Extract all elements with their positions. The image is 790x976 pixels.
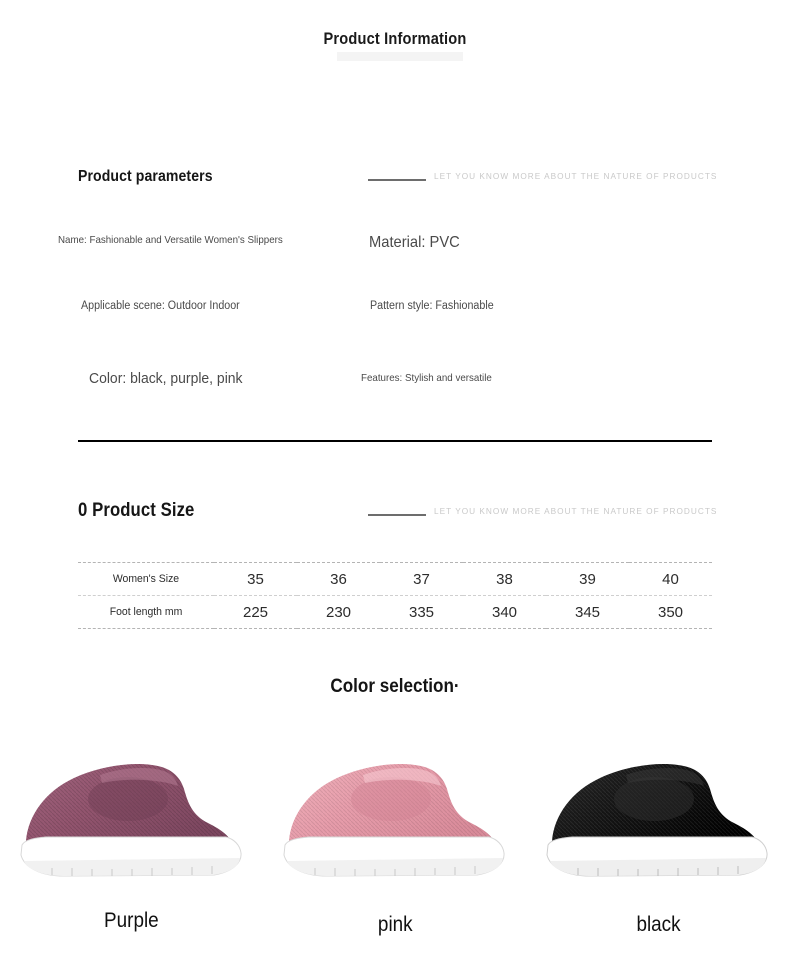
table-cell: 37 bbox=[380, 563, 463, 596]
table-cell: 39 bbox=[546, 563, 629, 596]
section-header-size bbox=[0, 500, 790, 531]
table-cell: 36 bbox=[297, 563, 380, 596]
table-row-label: Foot length mm bbox=[81, 596, 210, 629]
param-applicable-scene: Applicable scene: Outdoor Indoor bbox=[81, 300, 240, 312]
section-header-parameters bbox=[0, 168, 790, 196]
color-selection-title: Color selection· bbox=[330, 676, 460, 697]
section-rule-parameters bbox=[368, 179, 426, 181]
section-title-size: 0 Product Size bbox=[78, 500, 195, 521]
swatch-label-pink: pink bbox=[377, 913, 413, 936]
param-color: Color: black, purple, pink bbox=[89, 370, 243, 387]
title-underlay-bar bbox=[337, 52, 463, 61]
color-swatch-list bbox=[0, 745, 790, 937]
section-title-parameters: Product parameters bbox=[78, 168, 213, 185]
section-tagline-size: LET YOU KNOW MORE ABOUT THE NATURE OF PRODUCTS bbox=[434, 506, 718, 516]
table-row-label: Women's Size bbox=[81, 563, 210, 596]
table-cell: 335 bbox=[380, 596, 463, 629]
section-divider bbox=[78, 440, 712, 442]
section-rule-size bbox=[368, 514, 426, 516]
table-cell: 225 bbox=[214, 596, 297, 629]
swatch-label-black: black bbox=[636, 913, 681, 936]
table-cell: 40 bbox=[629, 563, 712, 596]
swatch-label-purple: Purple bbox=[104, 909, 159, 932]
param-pattern-style: Pattern style: Fashionable bbox=[370, 300, 494, 312]
table-cell: 345 bbox=[546, 596, 629, 629]
page-title: Product Information bbox=[323, 29, 467, 48]
table-row bbox=[78, 596, 712, 629]
param-material: Material: PVC bbox=[369, 234, 460, 251]
shoe-image-pink bbox=[275, 745, 515, 885]
table-cell: 230 bbox=[297, 596, 380, 629]
param-features: Features: Stylish and versatile bbox=[361, 372, 492, 384]
color-swatch-pink[interactable] bbox=[263, 745, 526, 937]
color-swatch-black[interactable] bbox=[527, 745, 790, 937]
shoe-illustration-icon bbox=[12, 745, 252, 885]
table-cell: 350 bbox=[629, 596, 712, 629]
table-cell: 340 bbox=[463, 596, 546, 629]
table-row bbox=[78, 563, 712, 596]
size-table bbox=[78, 562, 712, 629]
section-tagline-parameters: LET YOU KNOW MORE ABOUT THE NATURE OF PRODUCTS bbox=[434, 171, 718, 181]
table-cell: 38 bbox=[463, 563, 546, 596]
shoe-illustration-icon bbox=[275, 745, 515, 885]
shoe-illustration-icon bbox=[538, 745, 778, 885]
param-name: Name: Fashionable and Versatile Women's Slippers bbox=[58, 234, 283, 246]
shoe-image-black bbox=[538, 745, 778, 885]
shoe-image-purple bbox=[12, 745, 252, 885]
table-cell: 35 bbox=[214, 563, 297, 596]
color-swatch-purple[interactable] bbox=[0, 745, 263, 937]
